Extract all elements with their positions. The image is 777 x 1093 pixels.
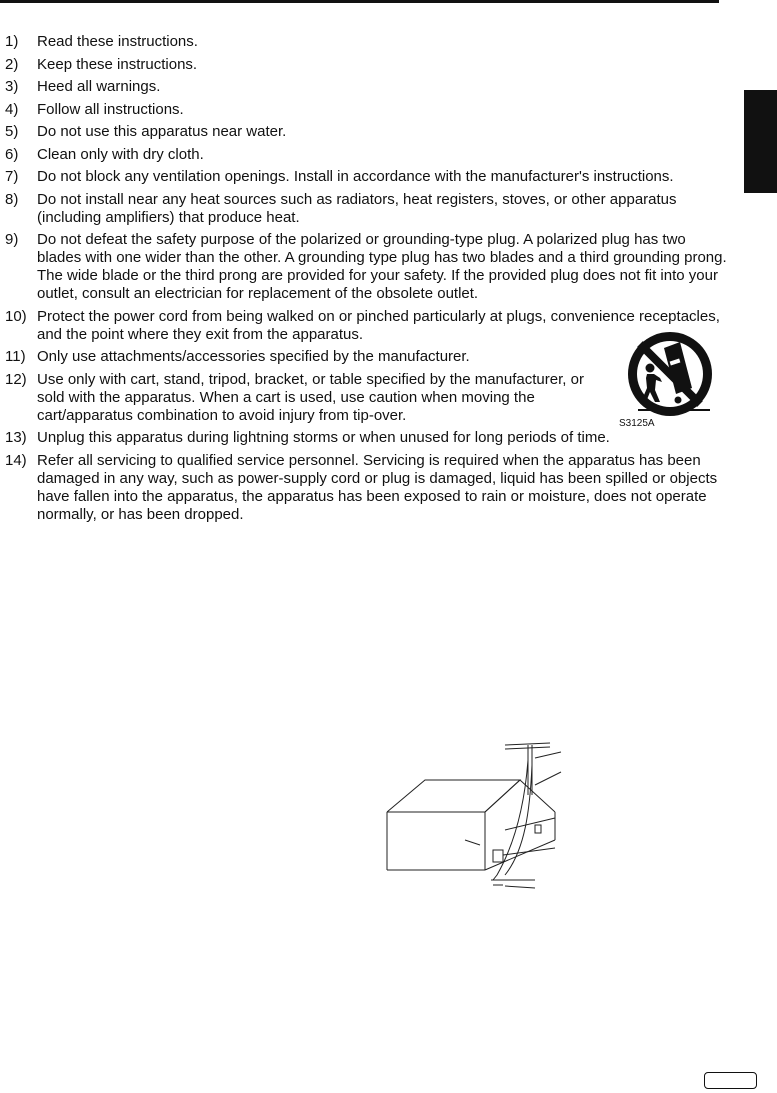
top-rule [0,0,719,3]
antenna-grounding-diagram [385,740,565,900]
list-item [0,56,730,74]
list-item [0,146,730,164]
item-number: 11) [5,348,26,365]
page-number-box [704,1072,757,1089]
item-number: 14) [5,451,27,469]
cart-tipover-warning-icon [620,330,720,430]
item-number: 8) [5,190,19,208]
list-item [0,452,730,524]
list-item [0,33,730,51]
language-side-tab [744,90,777,193]
item-number: 13) [5,429,27,446]
list-item [0,231,730,303]
item-text: Keep these instructions. [37,55,198,73]
item-number: 7) [5,168,19,185]
item-number: 12) [5,370,27,388]
item-text: Protect the power cord from being walked on or pinched particularly at plugs, convenience receptacles, and the point where they exit from the apparatus. [37,307,720,343]
list-item [0,168,730,186]
list-item [0,101,730,119]
item-text: Heed all warnings. [37,78,161,95]
symbol-code-label: S3125A [619,418,655,429]
item-text: Refer all servicing to qualified service personnel. Servicing is required when the apparatus has been damaged in any way, such as power-supply cord or plug is damaged, liquid has been spilled or objects have fallen into the apparatus, the apparatus has been exposed to rain or moisture, does not operate normally, or has been dropped. [37,451,718,523]
list-item [0,78,730,96]
item-number: 9) [5,231,19,248]
list-item [0,429,730,447]
item-number: 6) [5,145,19,163]
item-text: Clean only with dry cloth. [37,145,204,163]
item-number: 4) [5,100,19,118]
item-text: Do not install near any heat sources such as radiators, heat registers, stoves, or other apparatus (including amplifiers) that produce heat. [37,190,677,226]
list-item [0,191,730,227]
item-text: Only use attachments/accessories specified by the manufacturer. [37,348,470,365]
item-text: Read these instructions. [37,33,198,50]
item-text: Use only with cart, stand, tripod, bracket, or table specified by the manufacturer, or sold with the apparatus. When a cart is used, use caution when moving the cart/apparatus combination to avoid injury from tip-over. [37,370,584,424]
item-text: Do not defeat the safety purpose of the polarized or grounding-type plug. A polarized plug has two blades with one wider than the other. A grounding type plug has two blades and a third grounding prong. The wide blade or the third prong are provided for your safety. If the provided plug does not fit into your outlet, consult an electrician for replacement of the obsolete outlet. [37,231,727,302]
item-number: 5) [5,123,19,140]
item-text: Do not use this apparatus near water. [37,123,287,140]
item-number: 10) [5,307,27,325]
item-text: Follow all instructions. [37,100,184,118]
safety-instructions-list [0,33,730,528]
item-number: 2) [5,55,19,73]
item-text: Do not block any ventilation openings. Install in accordance with the manufacturer's instructions. [37,168,674,185]
item-number: 1) [5,33,19,50]
list-item [0,123,730,141]
item-text: Unplug this apparatus during lightning storms or when unused for long periods of time. [37,429,610,446]
item-number: 3) [5,78,19,95]
